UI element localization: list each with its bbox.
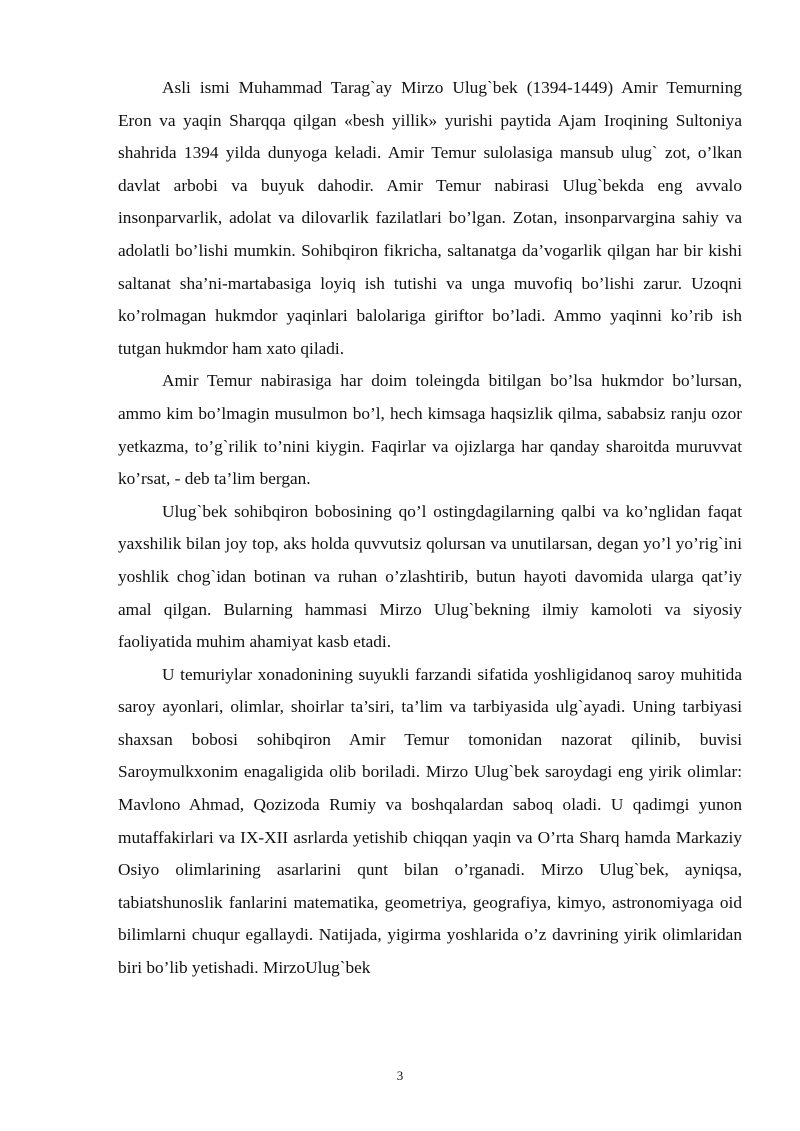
document-body xyxy=(118,72,742,985)
paragraph-2: Amir Temur nabirasiga har doim toleingda bitilgan bo’lsa hukmdor bo’lursan, ammo kim bo’lmagin musulmon bo’l, hech kimsaga haqsizlik qilma, sababsiz ranju ozor yetkazma, to’g`rilik to’nini kiygin. Faqirlar va ojizlarga har qanday sharoitda muruvvat ko’rsat, - deb ta’lim bergan. xyxy=(118,371,742,489)
paragraph-3: Ulug`bek sohibqiron bobosining qo’l ostingdagilarning qalbi va ko’nglidan faqat yaxshilik bilan joy top, aks holda quvvutsiz qolursan va unutilarsan, degan yo’l yo’rig`ini yoshlik chog`idan botinan va ruhan o’zlashtirib, butun hayoti davomida ularga qat’iy amal qilgan. Bularning hammasi Mirzo Ulug`bekning ilmiy kamoloti va siyosiy faoliyatida muhim ahamiyat kasb etadi. xyxy=(118,501,742,652)
paragraph-1: Asli ismi Muhammad Tarag`ay Mirzo Ulug`bek (1394-1449) Amir Temurning Eron va yaqin Sharqqa qilgan «besh yillik» yurishi paytida Ajam Iroqining Sultoniya shahrida 1394 yilda dunyoga keladi. Amir Temur sulolasiga mansub ulug` zot, o’lkan davlat arbobi va buyuk dahodir. Amir Temur nabirasi Ulug`bekda eng avvalo insonparvarlik, adolat va dilovarlik fazilatlari bo’lgan. Zotan, insonparvargina sahiy va adolatli bo’lishi mumkin. Sohibqiron fikricha, saltanatga da’vogarlik qilgan har bir kishi saltanat sha’ni-martabasiga loyiq ish tutishi va unga muvofiq bo’lishi zarur. Uzoqni ko’rolmagan hukmdor yaqinlari balolariga giriftor bo’ladi. Ammo yaqinni ko’rib ish tutgan hukmdor ham xato qiladi. xyxy=(118,78,742,358)
paragraph-4: U temuriylar xonadonining suyukli farzandi sifatida yoshligidanoq saroy muhitida saroy ayonlari, olimlar, shoirlar ta’siri, ta’lim va tarbiyasida ulg`ayadi. Uning tarbiyasi shaxsan bobosi sohibqiron Amir Temur tomonidan nazorat qilinib, buvisi Saroymulkxonim enagaligida olib boriladi. Mirzo Ulug`bek saroydagi eng yirik olimlar: Mavlono Ahmad, Qozizoda Rumiy va boshqalardan saboq oladi. U qadimgi yunon mutaffakirlari va IX-XII asrlarda yetishib chiqqan yaqin va O’rta Sharq hamda Markaziy Osiyo olimlarining asarlarini qunt bilan o’rganadi. Mirzo Ulug`bek, ayniqsa, tabiatshunoslik fanlarini matematika, geometriya, geografiya, kimyo, astronomiyaga oid bilimlarni chuqur egallaydi. Natijada, yigirma yoshlarida o’z davrining yirik olimlaridan biri bo’lib yetishadi. MirzoUlug`bek xyxy=(118,664,742,978)
page-number: 3 xyxy=(396,1068,404,1083)
